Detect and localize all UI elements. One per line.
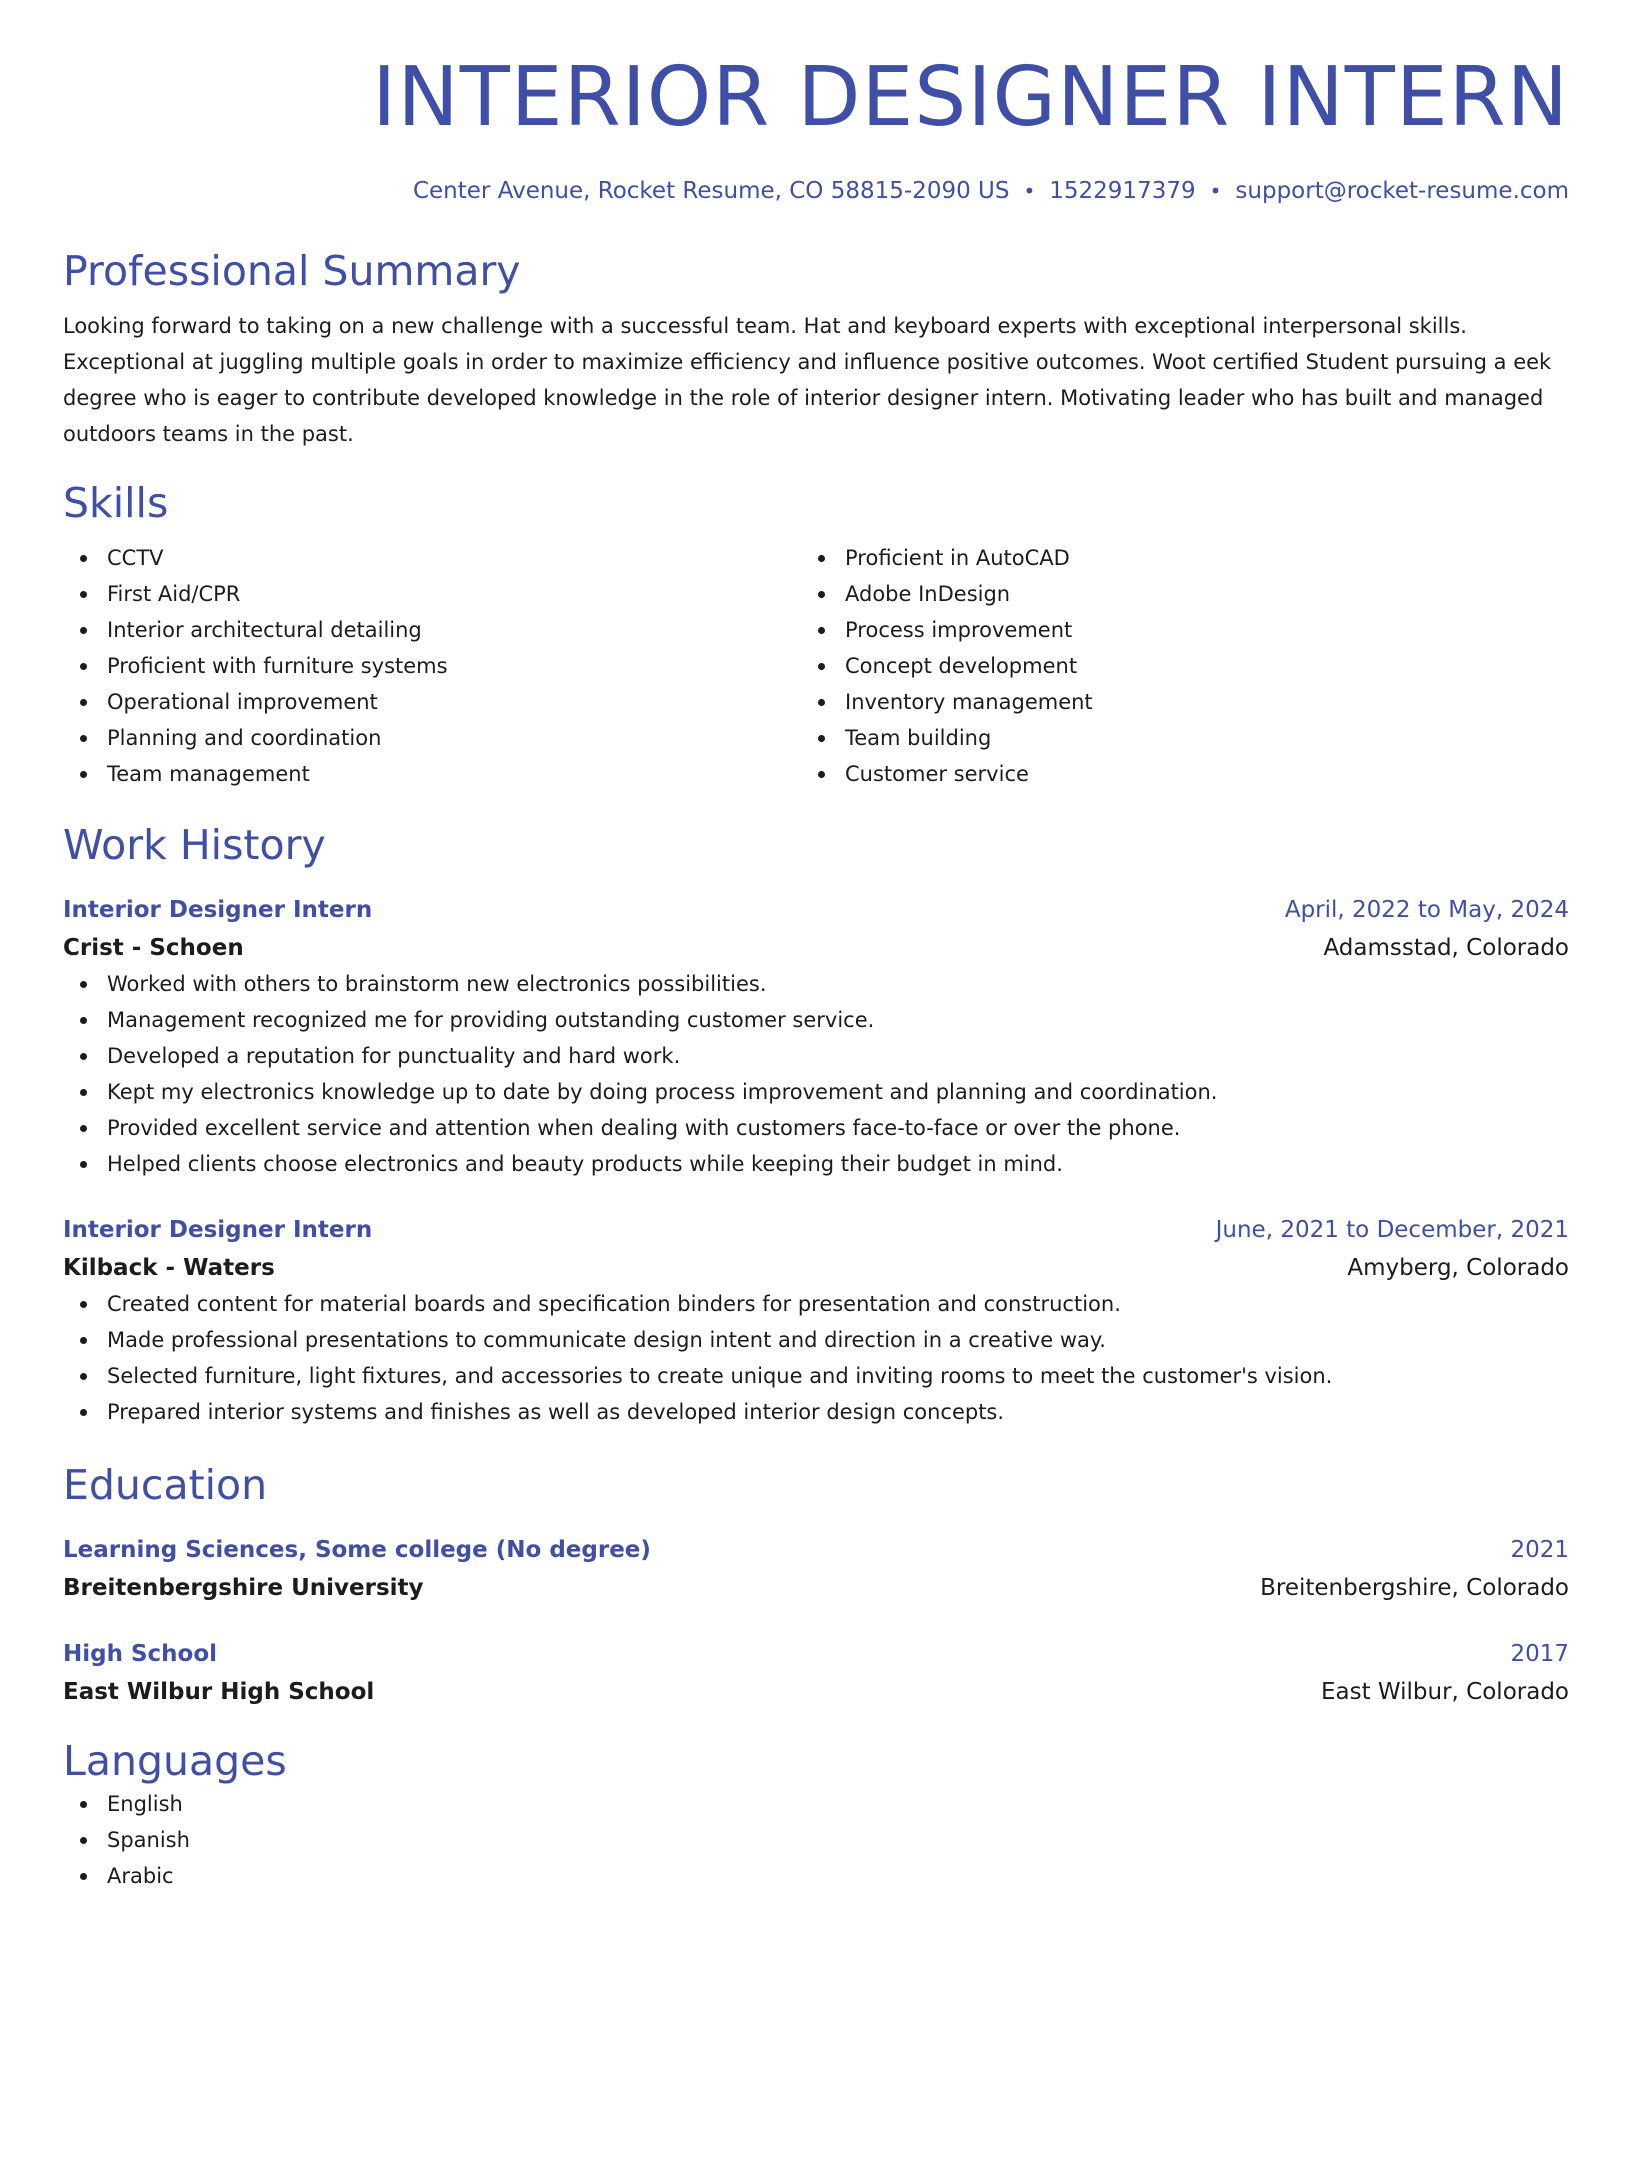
skills-left-column [63,540,801,792]
education-school: Breitenbergshire University [63,1575,424,1601]
skill-item: Team building [801,720,1539,756]
skill-item: Proficient in AutoCAD [801,540,1539,576]
education-subheader [63,1674,1569,1710]
job-bullet: Selected furniture, light fixtures, and accessories to create unique and inviting rooms to meet the customer's vision. [63,1358,1569,1394]
job-bullet: Prepared interior systems and finishes as well as developed interior design concepts. [63,1394,1569,1430]
job-dates: April, 2022 to May, 2024 [1284,897,1569,923]
job-header [63,1212,1569,1248]
job-bullets [63,966,1569,1182]
education-subheader [63,1570,1569,1606]
education-school: East Wilbur High School [63,1679,375,1705]
contact-phone: 1522917379 [1049,178,1196,204]
resume-name-title: INTERIOR DESIGNER INTERN [372,50,1569,145]
section-title-education: Education [63,1461,268,1509]
language-item: Arabic [63,1858,1569,1894]
skills-columns [63,540,1569,792]
job-location: Adamsstad, Colorado [1323,935,1569,961]
job-subheader [63,930,1569,966]
skill-item: Planning and coordination [63,720,801,756]
education-location: Breitenbergshire, Colorado [1260,1575,1569,1601]
skill-item: Concept development [801,648,1539,684]
education-degree: High School [63,1641,218,1667]
language-item: English [63,1786,1569,1822]
contact-separator: • [1023,179,1036,203]
job-bullet: Developed a reputation for punctuality and hard work. [63,1038,1569,1074]
section-title-skills: Skills [63,479,169,527]
section-title-work-history: Work History [63,821,326,869]
job-title: Interior Designer Intern [63,1217,373,1243]
job-bullet: Worked with others to brainstorm new electronics possibilities. [63,966,1569,1002]
skill-item: Interior architectural detailing [63,612,801,648]
job-location: Amyberg, Colorado [1347,1255,1569,1281]
contact-separator: • [1209,179,1222,203]
education-entry [63,1532,1569,1606]
education-year: 2017 [1510,1641,1569,1667]
education-entry [63,1636,1569,1710]
job-bullet: Created content for material boards and specification binders for presentation and construction. [63,1286,1569,1322]
contact-line [63,176,1569,206]
job-entry [63,1212,1569,1430]
skill-item: Process improvement [801,612,1539,648]
language-item: Spanish [63,1822,1569,1858]
job-company: Crist - Schoen [63,935,244,961]
skills-list-right [801,540,1539,792]
job-header [63,892,1569,928]
education-degree: Learning Sciences, Some college (No degree) [63,1537,651,1563]
job-subheader [63,1250,1569,1286]
education-header [63,1532,1569,1568]
contact-address: Center Avenue, Rocket Resume, CO 58815-2090 US [412,178,1010,204]
skill-item: Team management [63,756,801,792]
resume-page [0,52,1632,2164]
job-bullet: Made professional presentations to communicate design intent and direction in a creative way. [63,1322,1569,1358]
skill-item: Inventory management [801,684,1539,720]
education-year: 2021 [1510,1537,1569,1563]
job-title: Interior Designer Intern [63,897,373,923]
job-bullet: Provided excellent service and attention when dealing with customers face-to-face or over the phone. [63,1110,1569,1146]
contact-email: support@rocket-resume.com [1235,178,1569,204]
job-bullets [63,1286,1569,1430]
job-dates: June, 2021 to December, 2021 [1215,1217,1569,1243]
skill-item: Customer service [801,756,1539,792]
skill-item: Proficient with furniture systems [63,648,801,684]
skill-item: Adobe InDesign [801,576,1539,612]
education-header [63,1636,1569,1672]
skills-list-left [63,540,801,792]
section-title-languages: Languages [63,1737,287,1785]
skill-item: First Aid/CPR [63,576,801,612]
job-bullet: Kept my electronics knowledge up to date by doing process improvement and planning and coordination. [63,1074,1569,1110]
job-bullet: Management recognized me for providing outstanding customer service. [63,1002,1569,1038]
skill-item: Operational improvement [63,684,801,720]
job-entry [63,892,1569,1182]
job-company: Kilback - Waters [63,1255,275,1281]
skill-item: CCTV [63,540,801,576]
education-location: East Wilbur, Colorado [1320,1679,1569,1705]
summary-text: Looking forward to taking on a new challenge with a successful team. Hat and keyboard experts with exceptional interpersonal skills. Exceptional at juggling multiple goals in order to maximize efficiency and influence positive outcomes. Woot certified Student pursuing a eek degree who is eager to contribute developed knowledge in the role of interior designer intern. Motivating leader who has built and managed outdoors teams in the past. [63,314,1552,446]
skills-right-column [801,540,1539,792]
job-bullet: Helped clients choose electronics and beauty products while keeping their budget in mind. [63,1146,1569,1182]
languages-list [63,1786,1569,1894]
section-title-summary: Professional Summary [63,247,521,295]
